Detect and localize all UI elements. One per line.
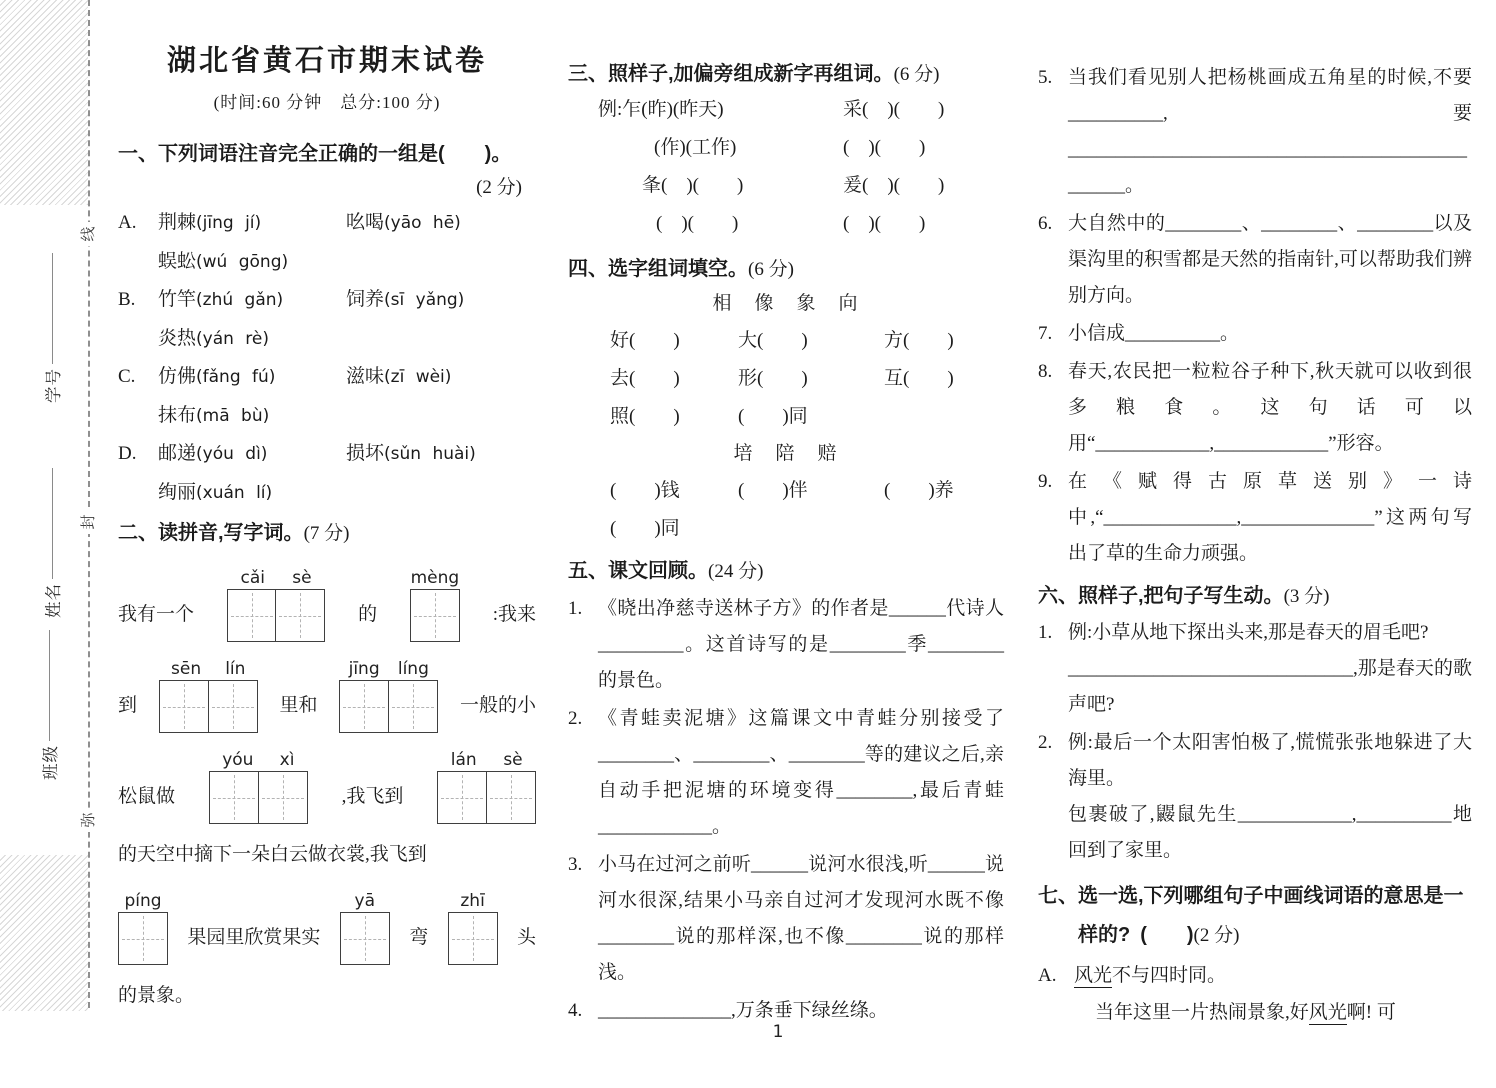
fill-item: ( )同: [738, 406, 808, 427]
option-b-line-1: [118, 281, 536, 320]
fill-row: [568, 398, 1004, 436]
item-number: 6.: [1038, 213, 1053, 234]
left-column: [118, 42, 536, 1015]
item-text: [1068, 615, 1472, 723]
word-pinyin: [346, 281, 536, 320]
item-number: 7.: [1038, 323, 1053, 344]
student-id-label: 学号: [44, 368, 63, 403]
character-cell: [448, 912, 498, 965]
word-pinyin: [158, 435, 346, 474]
item-text: 当我们看见别人把杨桃画成五角星的时候,不要__________,要________________________________________________。: [1068, 67, 1472, 196]
pinyin-syllable: cǎi: [240, 568, 265, 588]
pinyin-syllable: zhī: [460, 891, 485, 911]
pinyin: (sī yǎng): [384, 290, 465, 310]
row-text: 一般的小: [459, 695, 536, 716]
character-cell: [388, 680, 438, 733]
pinyin-row-2: [118, 658, 536, 733]
write-box-meng: [410, 567, 460, 642]
item-text: 小信成__________。: [1068, 323, 1240, 344]
character-cells: [448, 912, 498, 965]
item-text: 小马在过河之前听______说河水很浅,听______说河水很深,结果小马亲自过河才发现河水既不像________说的那样深,也不像________说的那样浅。: [598, 854, 1004, 983]
character-cells: [437, 771, 536, 824]
class-field: [38, 630, 60, 780]
word: 绚丽: [158, 481, 197, 503]
option-c-label: C.: [118, 366, 136, 387]
fill-item: ( )钱: [610, 480, 680, 501]
spacer: [118, 243, 158, 282]
character-cells: [227, 589, 326, 642]
radical-row-3: [568, 167, 1004, 205]
choice-chars-2: 培 陪 赔: [733, 443, 839, 464]
character-cell: [227, 589, 277, 642]
recall-item-6: [1038, 206, 1472, 314]
pinyin: (yóu dì): [196, 444, 268, 464]
recall-item-1: [568, 591, 1004, 699]
option-d-line-2: [118, 474, 536, 513]
pinyin: (fǎng fú): [196, 367, 276, 387]
pinyin-syllable: xì: [279, 750, 295, 770]
option-b-label: B.: [118, 289, 136, 310]
item-number: 2.: [1038, 732, 1053, 753]
character-cells: [118, 912, 168, 965]
item-number: 5.: [1038, 67, 1053, 88]
fill-item: ( )养: [884, 480, 954, 501]
page-title: 湖北省黄石市期末试卷: [166, 45, 487, 77]
word: 滋味: [346, 366, 385, 387]
row-text: 里和: [279, 695, 318, 716]
character-cell: [339, 680, 389, 733]
binding-hatch-bottom: [0, 855, 88, 1011]
answer-line: ______________________________,那是春天的歌声吧?: [1068, 658, 1472, 715]
section-7-heading: [1038, 877, 1472, 955]
pinyin: (zī wèi): [384, 367, 452, 387]
spacer: [118, 397, 158, 436]
word: 吆喝: [346, 212, 385, 233]
pinyin: (wú gōng): [196, 251, 289, 272]
pinyin-label: [437, 749, 536, 771]
write-box-jingling: [339, 658, 438, 733]
word: 竹竿: [158, 289, 197, 310]
section-3-points: (6 分): [893, 64, 940, 85]
item-text: 大自然中的________、________、________以及渠沟里的积雪都是天然的指南针,可以帮助我们辨别方向。: [1068, 213, 1472, 306]
section-1-title: 一、下列词语注音完全正确的一组是: [118, 143, 438, 165]
row-text: 到: [118, 695, 138, 716]
option-a-content: [1074, 957, 1396, 1031]
write-box-caise: [227, 567, 326, 642]
fill-item: 照( ): [610, 406, 680, 427]
radical-item: 爰( )( ): [843, 175, 945, 196]
pinyin-label: [448, 890, 498, 912]
radical-row-1: [568, 91, 1004, 129]
recall-item-9: [1038, 464, 1472, 572]
character-cell: [159, 680, 209, 733]
fill-item: 方( ): [884, 330, 954, 351]
item-number: 2.: [568, 708, 583, 729]
character-cell: [340, 912, 390, 965]
option-a-line-2: [118, 243, 536, 282]
item-text: 春天,农民把一粒粒谷子种下,秋天就可以收到很多粮食。这句话可以用“____________,____________”形容。: [1068, 361, 1472, 454]
spacer: [118, 320, 158, 359]
option-a-label: A.: [118, 212, 137, 233]
radical-example: (作)(工作): [654, 137, 737, 158]
item-number: 8.: [1038, 361, 1053, 382]
section-1-points-line: [118, 172, 536, 204]
radical-item: 采( )( ): [843, 99, 945, 120]
pinyin-syllable: píng: [124, 891, 162, 911]
radical-example: 例:乍(昨)(昨天): [598, 99, 724, 120]
section-5-heading: [568, 554, 1004, 589]
pinyin-syllable: líng: [397, 659, 429, 679]
word-pinyin: [158, 358, 346, 397]
write-box-zhi: [448, 890, 498, 965]
word-pinyin: [158, 243, 346, 282]
section-4-title: 四、选字组词填空。: [568, 258, 748, 280]
page-number: 1: [772, 1022, 784, 1042]
option-a-sentence-1: [1074, 957, 1396, 994]
pinyin: (yāo hē): [384, 213, 461, 233]
section-1-answer-brackets: ( )。: [438, 143, 512, 165]
right-column: [1038, 58, 1472, 1031]
fill-item: ( )伴: [738, 480, 808, 501]
section-5-points: (24 分): [708, 561, 764, 582]
option-a-sentence-2: [1074, 994, 1396, 1031]
row-text: :我来: [492, 604, 536, 625]
section-3-title: 三、照样子,加偏旁组成新字再组词。: [568, 63, 894, 85]
option-d-label: D.: [118, 443, 137, 464]
item-text: 在《赋得古原草送别》一诗中,“______________,______________”这两句写出了草的生命力顽强。: [1068, 471, 1472, 564]
pinyin-label: [340, 890, 390, 912]
item-text: ______________,万条垂下绿丝绦。: [598, 1000, 888, 1021]
pinyin-label: [410, 567, 460, 589]
item-text: 《晓出净慈寺送林子方》的作者是______代诗人_________。这首诗写的是________季________的景色。: [598, 598, 1004, 691]
seal-char-feng: 封: [79, 510, 99, 534]
word: 抹布: [158, 404, 197, 426]
binding-hatch-top: [0, 0, 88, 205]
section-7-points: (2 分): [1193, 925, 1240, 946]
word-pinyin: [158, 320, 346, 359]
recall-item-7: [1038, 316, 1472, 352]
word-pinyin: [158, 204, 346, 243]
item-number: 3.: [568, 854, 583, 875]
underline-option-a: [1038, 957, 1472, 1031]
fill-row: [568, 510, 1004, 548]
middle-column: [568, 58, 1004, 1029]
underlined-word: 风光: [1308, 1002, 1347, 1023]
word: 损坏: [346, 443, 385, 464]
class-label: 班级: [41, 745, 60, 780]
write-box-lanse: [437, 749, 536, 824]
word: 荆棘: [158, 212, 197, 233]
option-c-line-2: [118, 397, 536, 436]
pinyin-row-5: [118, 890, 536, 965]
section-6-title: 六、照样子,把句子写生动。: [1038, 585, 1284, 607]
character-cells: [340, 912, 390, 965]
recall-item-8: [1038, 354, 1472, 462]
option-d-line-1: [118, 435, 536, 474]
student-name-label: 姓名: [44, 583, 63, 618]
pinyin-label: [339, 658, 438, 680]
item-text: 《青蛙卖泥塘》这篇课文中青蛙分别接受了________、________、________等的建议之后,亲自动手把泥塘的环境变得________,最后青蛙____________。: [598, 708, 1004, 837]
word-pinyin: [346, 204, 536, 243]
pinyin-syllable: jīng: [348, 659, 380, 679]
section-2-title: 二、读拼音,写字词。: [118, 522, 304, 544]
section-2-heading: [118, 516, 536, 551]
recall-item-3: [568, 847, 1004, 991]
option-b-line-2: [118, 320, 536, 359]
pinyin-label: [118, 890, 168, 912]
exam-info: (时间:60 分钟 总分:100 分): [213, 93, 441, 112]
section-7-title: 七、选一选,下列哪组句子中画线词语的意思是一样的? ( ): [1038, 885, 1464, 946]
write-box-senlin: [159, 658, 258, 733]
word-pinyin: [158, 397, 346, 436]
word-pinyin: [346, 358, 536, 397]
fill-item: ( )同: [610, 518, 680, 539]
student-name-field: [41, 468, 63, 618]
student-id-blank-line: [52, 253, 53, 364]
pinyin-syllable: lán: [450, 750, 477, 770]
pinyin: (yán rè): [196, 328, 270, 349]
character-cell: [208, 680, 258, 733]
pinyin: (sǔn huài): [384, 444, 476, 464]
vivid-item-1: [1038, 615, 1472, 723]
spacer: [118, 474, 158, 513]
character-cell: [118, 912, 168, 965]
write-box-ya: [340, 890, 390, 965]
fill-item: 大( ): [738, 330, 808, 351]
text: 当年这里一片热闹景象,好: [1095, 1002, 1309, 1023]
section-6-heading: [1038, 580, 1472, 613]
row-text: 我有一个: [118, 604, 195, 625]
row-text-full: 的景象。: [118, 985, 195, 1006]
word: 蜈蚣: [158, 250, 197, 272]
word: 饲养: [346, 289, 385, 310]
pinyin-syllable: sè: [292, 568, 312, 588]
example-sentence: 例:最后一个太阳害怕极了,慌慌张张地躲进了大海里。: [1068, 732, 1472, 789]
recall-item-5: [1038, 60, 1472, 204]
character-cell: [437, 771, 487, 824]
section-1-points: (2 分): [476, 177, 522, 198]
character-cell: [410, 589, 460, 642]
pinyin-syllable: yā: [354, 891, 376, 911]
section-4-points: (6 分): [748, 259, 794, 280]
student-id-field: [41, 253, 63, 403]
example-sentence: 例:小草从地下探出头来,那是春天的眉毛吧?: [1068, 622, 1429, 643]
section-3-heading: [568, 58, 1004, 91]
character-cells: [339, 680, 438, 733]
pinyin: (zhú gǎn): [196, 290, 284, 310]
word-pinyin: [158, 474, 346, 513]
row-text: 弯: [409, 927, 429, 948]
answer-line: 包裹破了,鼹鼠先生____________,__________地回到了家里。: [1068, 804, 1472, 861]
row-text: 果园里欣赏果实: [187, 927, 321, 948]
fill-row: [568, 472, 1004, 510]
item-text: [1068, 725, 1472, 869]
character-cell: [486, 771, 536, 824]
word: 仿佛: [158, 366, 197, 387]
choice-chars-1: 相 像 象 向: [712, 293, 860, 314]
row-text: ,我飞到: [341, 786, 404, 807]
radical-item: 夆( )( ): [642, 175, 744, 196]
vivid-item-2: [1038, 725, 1472, 869]
row-text: 松鼠做: [118, 786, 176, 807]
recall-item-2: [568, 701, 1004, 845]
fill-item: 互( ): [884, 368, 954, 389]
fill-item: 去( ): [610, 368, 680, 389]
underlined-word: 风光: [1074, 965, 1113, 986]
pinyin-row-3: [118, 749, 536, 824]
pinyin-row-1: [118, 567, 536, 642]
row-text: 的: [358, 604, 378, 625]
item-number: 1.: [1038, 622, 1053, 643]
pinyin-label: [227, 567, 326, 589]
item-number: 4.: [568, 1000, 583, 1021]
word-pinyin: [346, 435, 536, 474]
seal-dashed-line: [88, 0, 90, 1008]
section-5-title: 五、课文回顾。: [568, 560, 708, 582]
radical-item: ( )( ): [843, 137, 926, 158]
character-cell: [275, 589, 325, 642]
student-name-blank-line: [52, 468, 53, 579]
word-pinyin: [158, 281, 346, 320]
pinyin-syllable: yóu: [222, 750, 254, 770]
radical-item: ( )( ): [656, 213, 739, 234]
pinyin-syllable: sēn: [171, 659, 202, 679]
pinyin-label: [209, 749, 308, 771]
option-a-label: A.: [1038, 965, 1057, 986]
radical-row-4: [568, 205, 1004, 243]
fill-item: 好( ): [610, 330, 680, 351]
section-1-heading: [118, 137, 536, 172]
option-a-line-1: [118, 204, 536, 243]
item-number: 9.: [1038, 471, 1053, 492]
pinyin: (xuán lí): [196, 482, 273, 503]
character-cells: [159, 680, 258, 733]
section-2-points: (7 分): [303, 523, 350, 544]
pinyin: (jīng jí): [196, 213, 262, 233]
text: 啊! 可: [1346, 1002, 1396, 1023]
fill-row: [568, 360, 1004, 398]
option-c-line-1: [118, 358, 536, 397]
write-box-youxi: [209, 749, 308, 824]
character-cells: [209, 771, 308, 824]
pinyin-syllable: sè: [503, 750, 523, 770]
class-blank-line: [49, 630, 50, 741]
write-box-ping: [118, 890, 168, 965]
pinyin: (mā bù): [196, 405, 270, 426]
word: 邮递: [158, 443, 197, 464]
fill-row: [568, 322, 1004, 360]
text: 不与四时同。: [1112, 965, 1227, 986]
character-cell: [209, 771, 259, 824]
pinyin-label: [159, 658, 258, 680]
seal-char-mi: 弥: [79, 808, 99, 832]
character-cell: [258, 771, 308, 824]
character-cells: [410, 589, 460, 642]
item-number: 1.: [568, 598, 583, 619]
pinyin-syllable: mèng: [410, 568, 460, 588]
section-6-points: (3 分): [1283, 586, 1330, 607]
word: 炎热: [158, 327, 197, 349]
seal-char-xian: 线: [79, 222, 99, 246]
row-text-full: 的天空中摘下一朵白云做衣裳,我飞到: [118, 844, 427, 865]
section-4-heading: [568, 253, 1004, 286]
fill-item: 形( ): [738, 368, 808, 389]
radical-row-2: [568, 129, 1004, 167]
pinyin-syllable: lín: [225, 659, 246, 679]
row-text: 头: [516, 927, 536, 948]
radical-item: ( )( ): [843, 213, 926, 234]
